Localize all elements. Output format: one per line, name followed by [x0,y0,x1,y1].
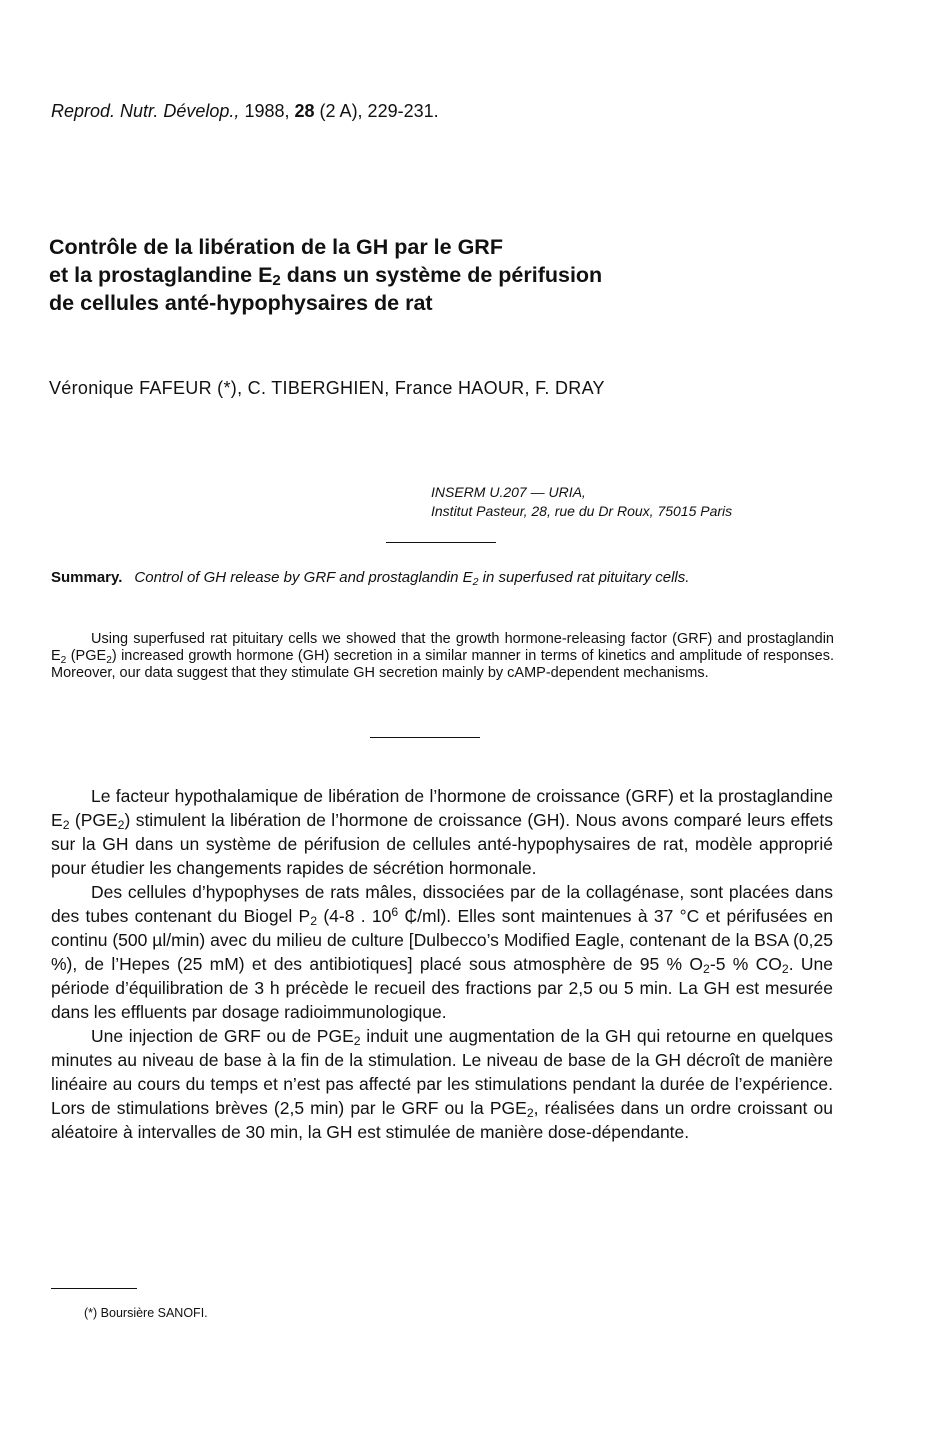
journal-citation [51,101,439,122]
journal-issue-pages: (2 A), 229-231. [319,101,439,121]
paragraph-3: Une injection de GRF ou de $PGE_2$ induit une augmentation de la GH qui retourne en quelques minutes au niveau de base à la fin de la stimulation. Le niveau de base de la GH décroît de manière linéaire au cours du temps et n’est pas affecté par les stimulations pendant la durée de l’expérience. Lors de stimulations brèves (2,5 min) par le GRF ou la $PGE_2$, réalisées dans un ordre croissant ou aléatoire à intervalles de 30 min, la GH est stimulée de manière dose-dépendante. [51,1026,834,1142]
paragraph-2: Des cellules d’hypophyses de rats mâles, dissociées par de la collagénase, sont placées dans des tubes contenant du Biogel $P_2$ (4-8 . $10^6$ ₵/ml). Elles sont maintenues à 37 °C et périfusées en continu (500 µl/min) avec du milieu de culture [Dulbecco’s Modified Eagle, contenant de la BSA (0,25 %), de l’Hepes (25 mM) et des antibiotiques] placé sous atmosphère de 95 % $O_2-5$ % $CO_2$. Une période d’équilibration de 3 h précède le recueil des fractions par 2,5 ou 5 min. La GH est mesurée dans les effluents par dosage radioimmunologique. [51,882,834,1022]
paragraph-1: Le facteur hypothalamique de libération de l’hormone de croissance (GRF) et la prostaglandine $E_2$ $(PGE_2)$ stimulent la libération de l’hormone de croissance (GH). Nous avons comparé leurs effets sur la GH dans un système de périfusion de cellules anté-hypophysaires de rat, modèle approprié pour étudier les changements rapides de sécrétion hormonale. [51,786,833,878]
title-line-1: Contrôle de la libération de la GH par le GRF [49,235,503,259]
summary-label: Summary. [51,569,123,586]
title-line-3: de cellules anté-hypophysaires de rat [49,291,433,315]
affiliation [431,483,732,521]
affiliation-line-2: Institut Pasteur, 28, rue du Dr Roux, 75015 Paris [431,503,733,519]
abstract: Using superfused rat pituitary cells we showed that the growth hormone-releasing factor (GRF) and prostaglandin $E_2$ $(PGE_2)$ increased growth hormone (GH) secretion in a similar manner in terms of kinetics and amplitude of responses. Moreover, our data suggest that they stimulate GH secretion mainly by cAMP-dependent mechanisms. [51,631,835,681]
journal-volume: 28 [294,101,315,121]
title-line-2: et la prostaglandine $E_2$ dans un système de périfusion [49,263,603,289]
article-title [49,233,849,317]
summary-title: Control of GH release by GRF and prostaglandin $E_2$ in superfused rat pituitary cells. [134,569,690,588]
separator-rule-top [386,542,496,543]
affiliation-line-1: INSERM U.207 — URIA, [431,484,586,500]
journal-year: 1988, [244,101,290,121]
footnote: (*) Boursière SANOFI. [84,1306,208,1320]
summary-heading [51,569,834,587]
footnote-rule [51,1288,137,1289]
separator-rule-bottom [370,737,480,738]
body-text [51,784,833,1144]
authors: Véronique FAFEUR (*), C. TIBERGHIEN, France HAOUR, F. DRAY [49,378,605,398]
journal-name: Reprod. Nutr. Dévelop., [51,101,240,121]
